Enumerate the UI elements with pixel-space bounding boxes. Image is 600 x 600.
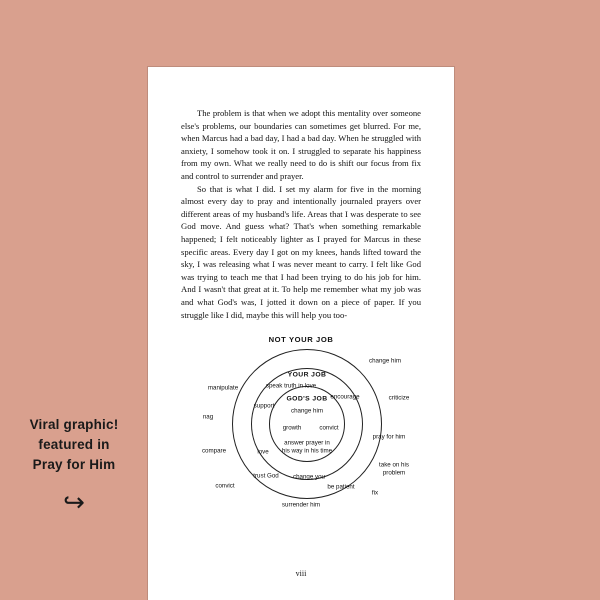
- outside-label-pray-for-him: pray for him: [372, 433, 406, 441]
- your-job-gods-job-diagram: [181, 335, 421, 525]
- gods-job-ring-label: GOD'S JOB: [286, 395, 328, 403]
- paragraph-1: The problem is that when we adopt this mentality over someone else's problems, our boundaries can sometimes get blurred. For me, when Marcus had a bad day, I had a bad day. When he struggled with anxiety, I somehow took it on. I struggled to separate his happiness from my own. What we really need to do is shift our focus from fix and control to surrender and prayer.: [181, 108, 421, 181]
- annotation-line-1: Viral graphic!: [29, 417, 119, 432]
- outside-label-convict: convict: [215, 482, 235, 490]
- curved-arrow-icon: ↪: [63, 487, 85, 517]
- outside-label-manipulate: manipulate: [207, 384, 239, 392]
- annotation-line-2: featured in: [38, 437, 110, 452]
- your-job-label-support: support: [253, 402, 275, 410]
- your-job-label-love: love: [257, 448, 269, 456]
- annotation-line-3: Pray for Him: [32, 457, 116, 472]
- gods-job-label-change-him: change him: [291, 407, 323, 415]
- gods-job-label-answer-prayer: answer prayer in his way in his time: [281, 439, 333, 455]
- outside-label-criticize: criticize: [388, 394, 410, 402]
- outside-label-compare: compare: [201, 447, 227, 455]
- outside-label-nag: nag: [202, 413, 214, 421]
- annotation-callout: [0, 415, 148, 515]
- diagram-title: NOT YOUR JOB: [268, 335, 334, 345]
- your-job-label-speak-truth-in-love: speak truth in love: [265, 382, 317, 390]
- outside-label-be-patient: be patient: [327, 483, 355, 491]
- gods-job-label-convict: convict: [319, 424, 339, 432]
- body-text: [181, 107, 421, 321]
- your-job-label-trust-god: trust God: [253, 472, 279, 480]
- outside-label-take-on-his-problem: take on his problem: [379, 461, 409, 477]
- paragraph-2: So that is what I did. I set my alarm for five in the morning almost every day to pray and intentionally journaled prayers over different areas of my husband's life. Areas that I was desperate to see God move. And guess what? That's when something remarkable happened; I felt noticeably lighter as I prayed for Marcus in these specific areas. Every day I got on my knees, hands lifted toward the sky, I was releasing what I was never meant to carry. I felt like God was trying to teach me that I had been trying to do his job for him. And I wasn't that great at it. To help me remember what my job was and what God's was, I jotted it down on a piece of paper. If you struggle like I did, maybe this will help you too-: [181, 183, 421, 320]
- your-job-ring-label: YOUR JOB: [287, 371, 327, 379]
- outside-label-surrender-him: surrender him: [281, 501, 321, 509]
- page-number: viii: [295, 569, 307, 578]
- outside-label-fix: fix: [371, 489, 379, 497]
- your-job-label-encourage: encourage: [330, 393, 360, 401]
- gods-job-label-growth: growth: [282, 424, 302, 432]
- outside-label-change-him: change him: [369, 357, 401, 365]
- page-content: [148, 67, 454, 525]
- your-job-label-change-you: change you: [293, 473, 325, 481]
- book-page: [148, 67, 454, 600]
